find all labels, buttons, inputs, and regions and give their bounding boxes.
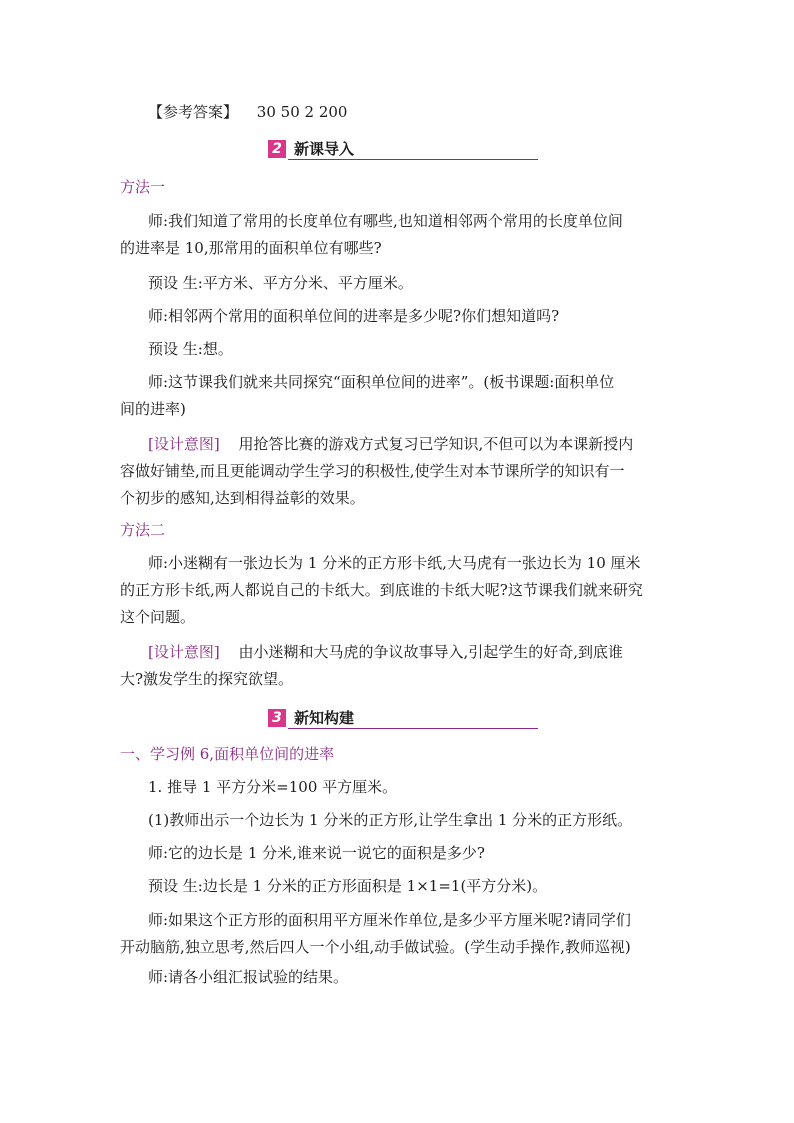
paragraph-line: 师:我们知道了常用的长度单位有哪些,也知道相邻两个常用的长度单位间 xyxy=(148,212,623,230)
section-header-new-knowledge xyxy=(268,708,538,730)
paragraph-line: 师:小迷糊有一张边长为 1 分米的正方形卡纸,大马虎有一张边长为 10 厘米 xyxy=(148,554,641,572)
paragraph-line: 预设 生:平方米、平方分米、平方厘米。 xyxy=(148,274,413,292)
paragraph-line: 师:如果这个正方形的面积用平方厘米作单位,是多少平方厘米呢?请同学们 xyxy=(148,911,631,929)
paragraph-line: 由小迷糊和大马虎的争议故事导入,引起学生的好奇,到底谁 xyxy=(238,643,624,661)
paragraph-line: 开动脑筋,独立思考,然后四人一个小组,动手做试验。(学生动手操作,教师巡视) xyxy=(120,938,631,956)
method-two-heading: 方法二 xyxy=(120,521,166,539)
method-one-heading: 方法一 xyxy=(120,178,166,196)
section-underline xyxy=(288,728,538,729)
paragraph-line: 这个问题。 xyxy=(120,608,196,626)
section-title: 新知构建 xyxy=(294,709,355,727)
design-intent-paragraph xyxy=(148,642,623,662)
section-header-new-lesson xyxy=(268,139,538,161)
paragraph-line: 预设 生:想。 xyxy=(148,340,233,358)
section-number-badge: 2 xyxy=(268,140,286,158)
section-title: 新课导入 xyxy=(294,140,355,158)
paragraph-line: (1)教师出示一个边长为 1 分米的正方形,让学生拿出 1 分米的正方形纸。 xyxy=(148,811,633,829)
paragraph-line: 师:相邻两个常用的面积单位间的进率是多少呢?你们想知道吗? xyxy=(148,307,560,325)
paragraph-line: 的正方形卡纸,两人都说自己的卡纸大。到底谁的卡纸大呢?这节课我们就来研究 xyxy=(120,581,643,599)
design-intent-paragraph xyxy=(148,434,633,454)
paragraph-line: 容做好铺垫,而且更能调动学生学习的积极性,使学生对本节课所学的知识有一 xyxy=(120,462,625,480)
section-number-badge: 3 xyxy=(268,709,286,727)
design-intent-label: [设计意图] xyxy=(148,643,220,661)
paragraph-line: 师:这节课我们就来共同探究“面积单位间的进率”。(板书课题:面积单位 xyxy=(148,373,615,391)
paragraph-line: 预设 生:边长是 1 分米的正方形面积是 1×1=1(平方分米)。 xyxy=(148,877,548,895)
reference-answer xyxy=(148,102,347,122)
answer-label: 【参考答案】 xyxy=(148,103,239,121)
paragraph-line: 的进率是 10,那常用的面积单位有哪些? xyxy=(120,239,382,257)
design-intent-label: [设计意图] xyxy=(148,435,220,453)
paragraph-line: 师:它的边长是 1 分米,谁来说一说它的面积是多少? xyxy=(148,844,485,862)
paragraph-line: 大?激发学生的探究欲望。 xyxy=(120,670,294,688)
paragraph-line: 用抢答比赛的游戏方式复习已学知识,不但可以为本课新授内 xyxy=(238,435,634,453)
paragraph-line: 间的进率) xyxy=(120,400,186,418)
paragraph-line: 师:请各小组汇报试验的结果。 xyxy=(148,968,349,986)
part-one-heading: 一、学习例 6,面积单位间的进率 xyxy=(120,745,335,763)
paragraph-line: 1. 推导 1 平方分米=100 平方厘米。 xyxy=(148,778,398,796)
answer-values: 30 50 2 200 xyxy=(256,103,348,121)
section-underline xyxy=(288,159,538,160)
paragraph-line: 个初步的感知,达到相得益彰的效果。 xyxy=(120,489,365,507)
